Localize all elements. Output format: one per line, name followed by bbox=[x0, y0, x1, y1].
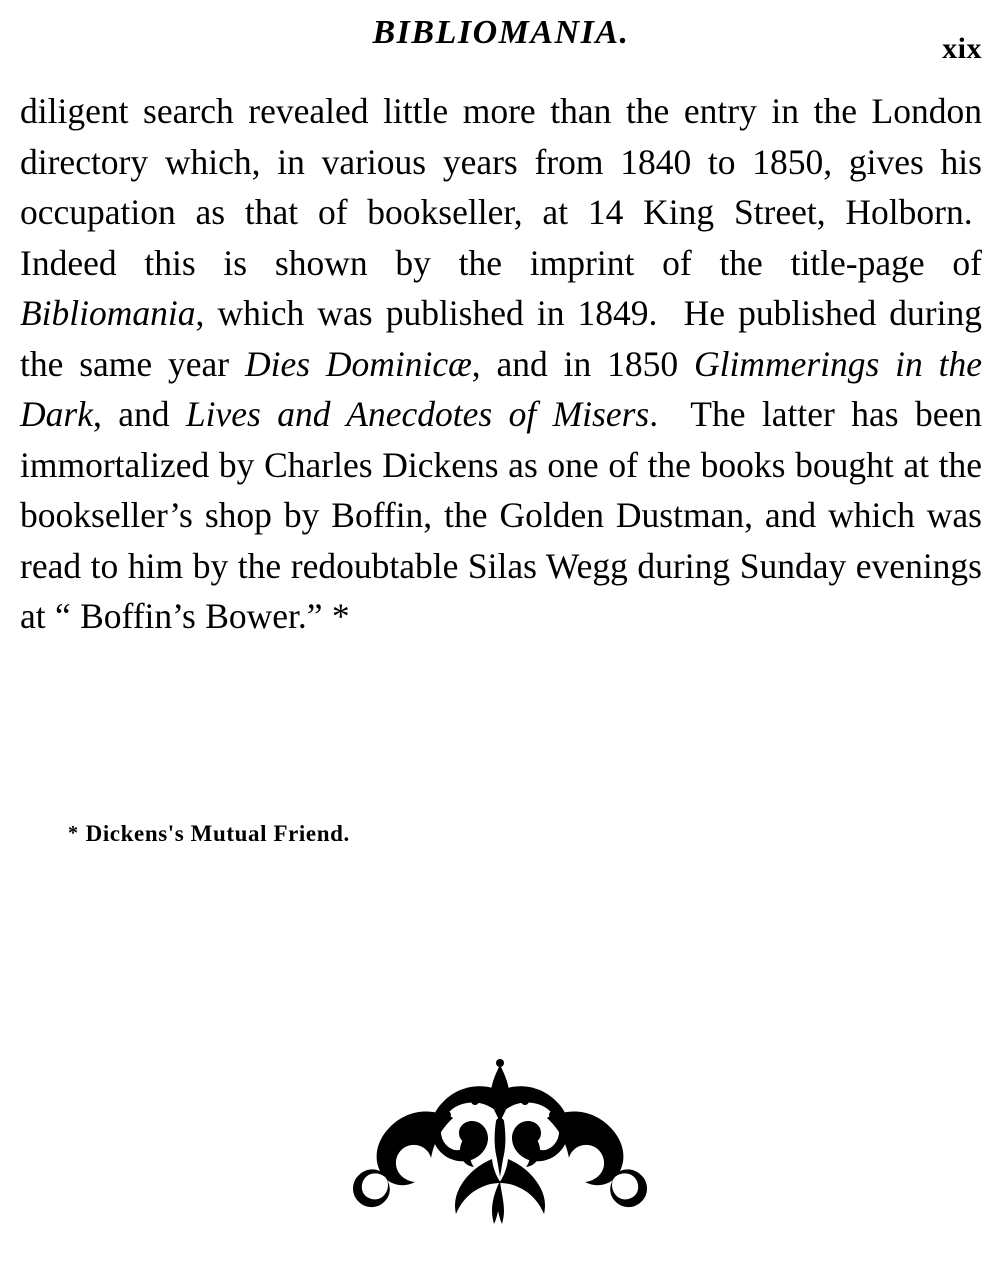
paragraph: diligent search revealed little more than the entry in the London directory which, in various years from 1840 to 1850, gives his occupation as that of bookseller, at 14 King Street, Holborn. Indeed this is shown by the imprint of the title-page of Bibliomania, which was published in 1849. He published during the same year Dies Dominicæ, and in 1850 Glimmerings in the Dark, and Lives and Anecdotes of Misers. The latter has been immortalized by Charles Dickens as one of the books bought at the bookseller’s shop by Boffin, the Golden Dustman, and which was read to him by the redoubtable Silas Wegg during Sunday evenings at “ Boffin’s Bower.” * bbox=[20, 91, 982, 636]
page-title: BIBLIOMANIA. bbox=[372, 14, 630, 51]
body-text-block bbox=[20, 86, 982, 642]
running-head bbox=[20, 16, 982, 66]
page-number: xix bbox=[942, 32, 982, 65]
floral-scroll-ornament bbox=[0, 1055, 1000, 1225]
footnote-marker: * bbox=[68, 822, 79, 844]
footnote-text: Dickens's Mutual Friend. bbox=[85, 821, 350, 846]
footnote bbox=[68, 818, 948, 849]
